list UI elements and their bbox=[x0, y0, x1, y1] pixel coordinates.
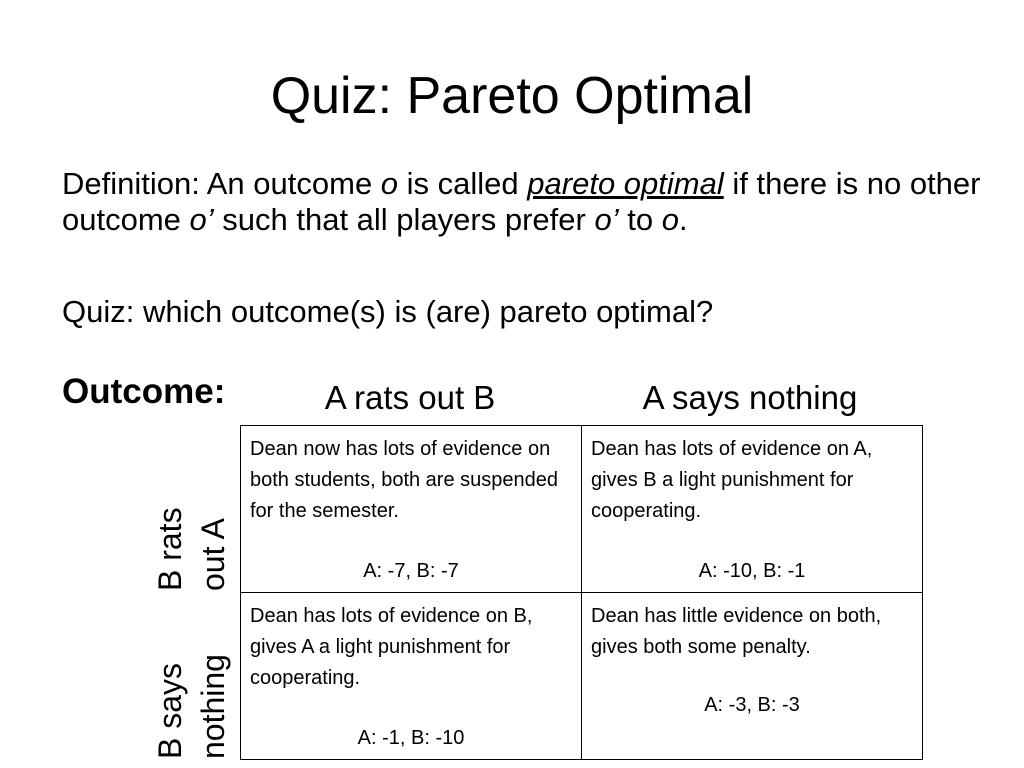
outcome-o-prime: o’ bbox=[189, 202, 214, 237]
cell-payoff: A: -10, B: -1 bbox=[698, 560, 806, 582]
outcome-o: o bbox=[380, 166, 399, 201]
matrix-row bbox=[241, 593, 923, 760]
cell-description: Dean has lots of evidence on A, gives B a light punishment for cooperating. bbox=[591, 438, 873, 522]
column-header-a-rats-out-b: A rats out B bbox=[324, 379, 496, 416]
cell-payoff: A: -3, B: -3 bbox=[704, 694, 800, 716]
row-header-line: B says bbox=[152, 662, 188, 759]
pareto-optimal-term: pareto optimal bbox=[527, 166, 724, 201]
definition-prefix: Definition: An outcome bbox=[62, 166, 381, 201]
matrix-row bbox=[241, 426, 923, 593]
cell-payoff: A: -1, B: -10 bbox=[357, 727, 465, 749]
column-header-a-says-nothing: A says nothing bbox=[642, 379, 858, 416]
row-header-line: B rats bbox=[152, 507, 188, 591]
cell-description: Dean has lots of evidence on B, gives A a light punishment for cooperating. bbox=[250, 605, 533, 689]
slide-title: Quiz: Pareto Optimal bbox=[270, 67, 754, 125]
definition-text bbox=[62, 166, 982, 238]
definition-end: . bbox=[678, 202, 688, 237]
row-header-b-rats-out-a bbox=[137, 425, 247, 591]
quiz-question: Quiz: which outcome(s) is (are) pareto optimal? bbox=[62, 294, 714, 329]
definition-mid-3: such that all players prefer bbox=[213, 202, 595, 237]
matrix-cell bbox=[241, 593, 582, 760]
matrix-cell bbox=[241, 426, 582, 593]
definition-mid-2: if there is no other outcome bbox=[62, 166, 981, 237]
matrix-cell bbox=[582, 426, 923, 593]
outcome-label: Outcome: bbox=[62, 372, 226, 411]
row-header-line: out A bbox=[195, 518, 231, 591]
row-header-b-says-nothing bbox=[137, 593, 247, 759]
cell-payoff: A: -7, B: -7 bbox=[363, 560, 459, 582]
definition-mid-1: is called bbox=[398, 166, 528, 201]
outcome-o-prime-2: o’ bbox=[594, 202, 619, 237]
definition-mid-4: to bbox=[618, 202, 662, 237]
payoff-matrix bbox=[240, 425, 923, 760]
row-header-line: nothing bbox=[195, 654, 231, 759]
cell-description: Dean has little evidence on both, gives both some penalty. bbox=[591, 605, 882, 658]
matrix-cell bbox=[582, 593, 923, 760]
outcome-o-2: o bbox=[661, 202, 679, 237]
cell-description: Dean now has lots of evidence on both students, both are suspended for the semester. bbox=[250, 438, 559, 522]
